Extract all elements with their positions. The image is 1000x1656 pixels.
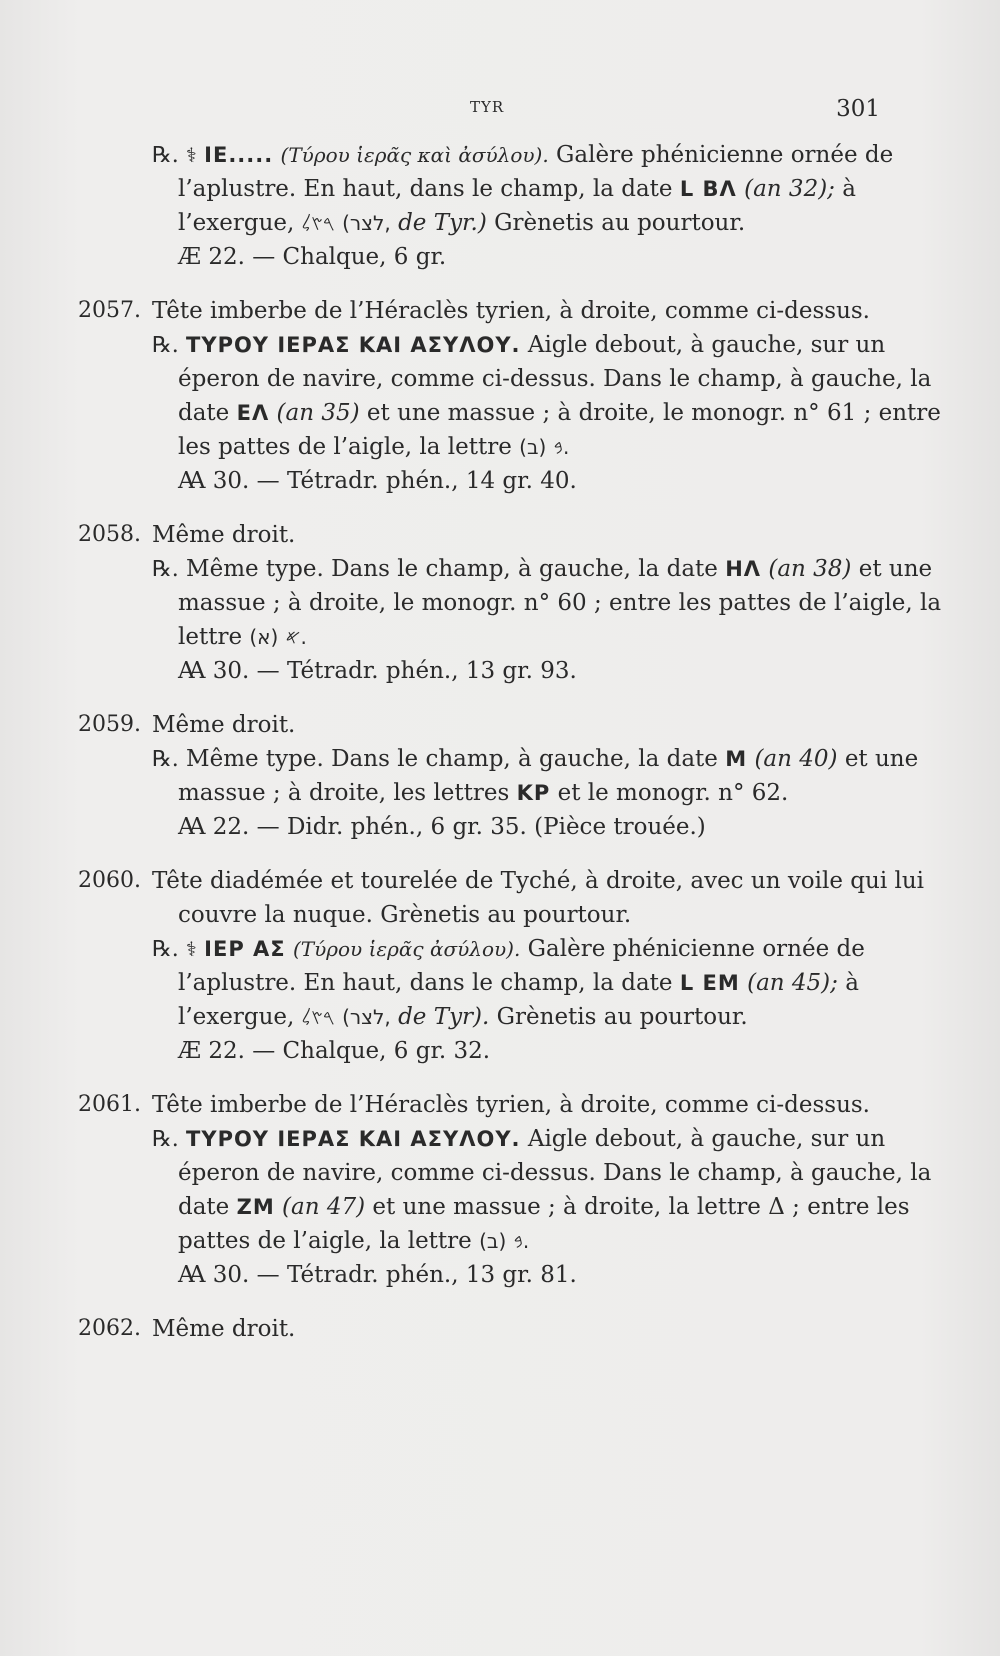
line-text: Ꜳ 30. — Tétradr. phén., 13 gr. 93.: [178, 658, 577, 684]
text-line: [78, 1000, 888, 1034]
line-text: Æ 22. — Chalque, 6 gr. 32.: [178, 1038, 491, 1064]
text-line: [78, 430, 888, 464]
year-note: (an 45);: [747, 970, 838, 996]
running-title: TYR: [470, 98, 505, 116]
hebrew-transcription: (לצר,: [342, 1005, 391, 1029]
line-text-end: Grènetis au pourtour.: [494, 210, 746, 236]
text-line: [78, 1034, 888, 1068]
year-note: (an 40): [754, 746, 838, 772]
line-text: Même droit.: [152, 522, 296, 548]
catalogue-entry: [78, 294, 941, 498]
line-text: Æ 22. — Chalque, 6 gr.: [178, 244, 447, 270]
text-line: [78, 328, 888, 362]
catalogue-entry: [78, 1088, 932, 1292]
text-line: [78, 1190, 910, 1224]
text-line: [78, 1258, 888, 1292]
text-line: [78, 294, 888, 328]
line-text: Ꜳ 22. — Didr. phén., 6 gr. 35. (Pièce trouée.): [178, 814, 706, 840]
line-text: lettre: [178, 624, 243, 650]
year-note: (an 38): [768, 556, 852, 582]
date-letters: HΛ: [725, 557, 762, 581]
page-header: [150, 96, 880, 126]
text-line: [78, 552, 933, 586]
line-text: l’aplustre. En haut, dans le champ, la date: [178, 176, 673, 202]
text-line: [78, 172, 888, 206]
entry-number: 2058.: [78, 522, 141, 547]
text-line: [78, 654, 888, 688]
text-line: [78, 1224, 888, 1258]
text-line: [78, 810, 888, 844]
text-line: [78, 362, 932, 396]
line-text-end: et une: [844, 746, 919, 772]
catalogue-entry: [78, 864, 925, 1068]
line-text: date: [178, 400, 230, 426]
line-text: éperon de navire, comme ci-dessus. Dans le champ, à gauche, la: [178, 1160, 932, 1186]
greek-transcription: (Τύρου ἱερᾶς ἀσύλου).: [292, 937, 521, 961]
greek-legend: ΤΥΡΟΥ ΙΕΡΑΣ ΚΑΙ ΑΣΥΛΟΥ.: [186, 333, 521, 357]
line-text: massue ; à droite, les lettres: [178, 780, 510, 806]
text-line: [78, 518, 888, 552]
text-line: [78, 138, 894, 172]
reverse-mark: ℞.: [152, 1127, 179, 1152]
text-line: [78, 396, 941, 430]
entry-number: 2061.: [78, 1092, 141, 1117]
line-text: les pattes de l’aigle, la lettre: [178, 434, 512, 460]
line-text: l’exergue,: [178, 1004, 295, 1030]
phoenician-letters: 𐤓𐤑𐤋: [301, 211, 335, 235]
date-letters: M: [725, 747, 748, 771]
text-line: [78, 1122, 888, 1156]
year-note: de Tyr.): [398, 210, 487, 236]
catalogue-text: [78, 138, 942, 1366]
reverse-mark: ℞.: [152, 557, 179, 582]
line-text-end: et le monogr. n° 62.: [557, 780, 789, 806]
catalogue-entry: [78, 1312, 888, 1346]
year-note: (an 35): [276, 400, 360, 426]
hebrew-transcription: (ב).: [479, 1229, 530, 1253]
line-text-end: et une: [858, 556, 933, 582]
text-line: [78, 620, 888, 654]
text-line: [78, 898, 888, 932]
text-line: [78, 1312, 888, 1346]
phoenician-letters: 𐤀: [285, 625, 301, 649]
line-text-end: à: [845, 970, 859, 996]
line-text: Galère phénicienne ornée de: [556, 142, 894, 168]
entry-number: 2057.: [78, 298, 141, 323]
monogram-symbol: ⚕: [186, 143, 197, 167]
text-line: [78, 586, 942, 620]
monogram-symbol: ⚕: [186, 937, 197, 961]
greek-legend: IEP AΣ: [204, 937, 286, 961]
line-text: Tête imberbe de l’Héraclès tyrien, à droite, comme ci-dessus.: [152, 298, 870, 324]
line-text: date: [178, 1194, 230, 1220]
line-text: Même type. Dans le champ, à gauche, la date: [186, 556, 718, 582]
line-text: couvre la nuque. Grènetis au pourtour.: [178, 902, 632, 928]
catalogue-entry: [78, 518, 942, 688]
line-text-end: et une massue ; à droite, la lettre Δ ; entre les: [372, 1194, 910, 1220]
entry-number: 2060.: [78, 868, 141, 893]
catalogue-entry: [78, 138, 894, 274]
line-text: Tête imberbe de l’Héraclès tyrien, à droite, comme ci-dessus.: [152, 1092, 870, 1118]
text-line: [78, 966, 888, 1000]
phoenician-letters: 𐤓𐤑𐤋: [301, 1005, 335, 1029]
line-text: Aigle debout, à gauche, sur un: [527, 332, 886, 358]
entry-number: 2059.: [78, 712, 141, 737]
line-text: Même droit.: [152, 1316, 296, 1342]
phoenician-letters: 𐤁: [553, 435, 563, 459]
line-text: Ꜳ 30. — Tétradr. phén., 14 gr. 40.: [178, 468, 577, 494]
reverse-mark: ℞.: [152, 747, 179, 772]
date-letters: EΛ: [236, 401, 270, 425]
text-line: [78, 464, 888, 498]
phoenician-letters: 𐤁: [513, 1229, 523, 1253]
date-letters: KP: [516, 781, 551, 805]
line-text: massue ; à droite, le monogr. n° 60 ; entre les pattes de l’aigle, la: [178, 590, 942, 616]
greek-transcription: (Τύρου ἱερᾶς καὶ ἀσύλου).: [280, 143, 549, 167]
year-note: (an 32);: [744, 176, 835, 202]
text-line: [78, 708, 888, 742]
text-line: [78, 206, 888, 240]
text-line: [78, 932, 888, 966]
line-text: Même droit.: [152, 712, 296, 738]
year-note: (an 47): [282, 1194, 366, 1220]
line-text: éperon de navire, comme ci-dessus. Dans le champ, à gauche, la: [178, 366, 932, 392]
text-line: [78, 1088, 888, 1122]
hebrew-transcription: (לצר,: [342, 211, 391, 235]
text-line: [78, 1156, 932, 1190]
line-text-end: et une massue ; à droite, le monogr. n° 61 ; entre: [366, 400, 941, 426]
reverse-mark: ℞.: [152, 937, 179, 962]
greek-legend: ΤΥΡΟΥ ΙΕΡΑΣ ΚΑΙ ΑΣΥΛΟΥ.: [186, 1127, 521, 1151]
reverse-mark: ℞.: [152, 143, 179, 168]
catalogue-entry: [78, 708, 919, 844]
greek-legend: IE.....: [204, 143, 274, 167]
page-number: 301: [836, 96, 880, 122]
text-line: [78, 742, 919, 776]
text-line: [78, 240, 888, 274]
date-letters: ZM: [236, 1195, 275, 1219]
year-note: de Tyr).: [398, 1004, 490, 1030]
hebrew-transcription: (א).: [249, 625, 307, 649]
line-text: Galère phénicienne ornée de: [527, 936, 865, 962]
line-text-end: à: [842, 176, 856, 202]
line-text: Aigle debout, à gauche, sur un: [527, 1126, 886, 1152]
line-text: l’aplustre. En haut, dans le champ, la date: [178, 970, 673, 996]
line-text: Ꜳ 30. — Tétradr. phén., 13 gr. 81.: [178, 1262, 577, 1288]
text-line: [78, 776, 888, 810]
entry-number: 2062.: [78, 1316, 141, 1341]
line-text-end: Grènetis au pourtour.: [496, 1004, 748, 1030]
line-text: Tête diadémée et tourelée de Tyché, à droite, avec un voile qui lui: [152, 868, 925, 894]
line-text: Même type. Dans le champ, à gauche, la date: [186, 746, 718, 772]
text-line: [78, 864, 925, 898]
line-text: pattes de l’aigle, la lettre: [178, 1228, 472, 1254]
date-letters: L EM: [679, 971, 740, 995]
hebrew-transcription: (ב).: [519, 435, 570, 459]
line-text: l’exergue,: [178, 210, 295, 236]
date-letters: L BΛ: [679, 177, 737, 201]
reverse-mark: ℞.: [152, 333, 179, 358]
